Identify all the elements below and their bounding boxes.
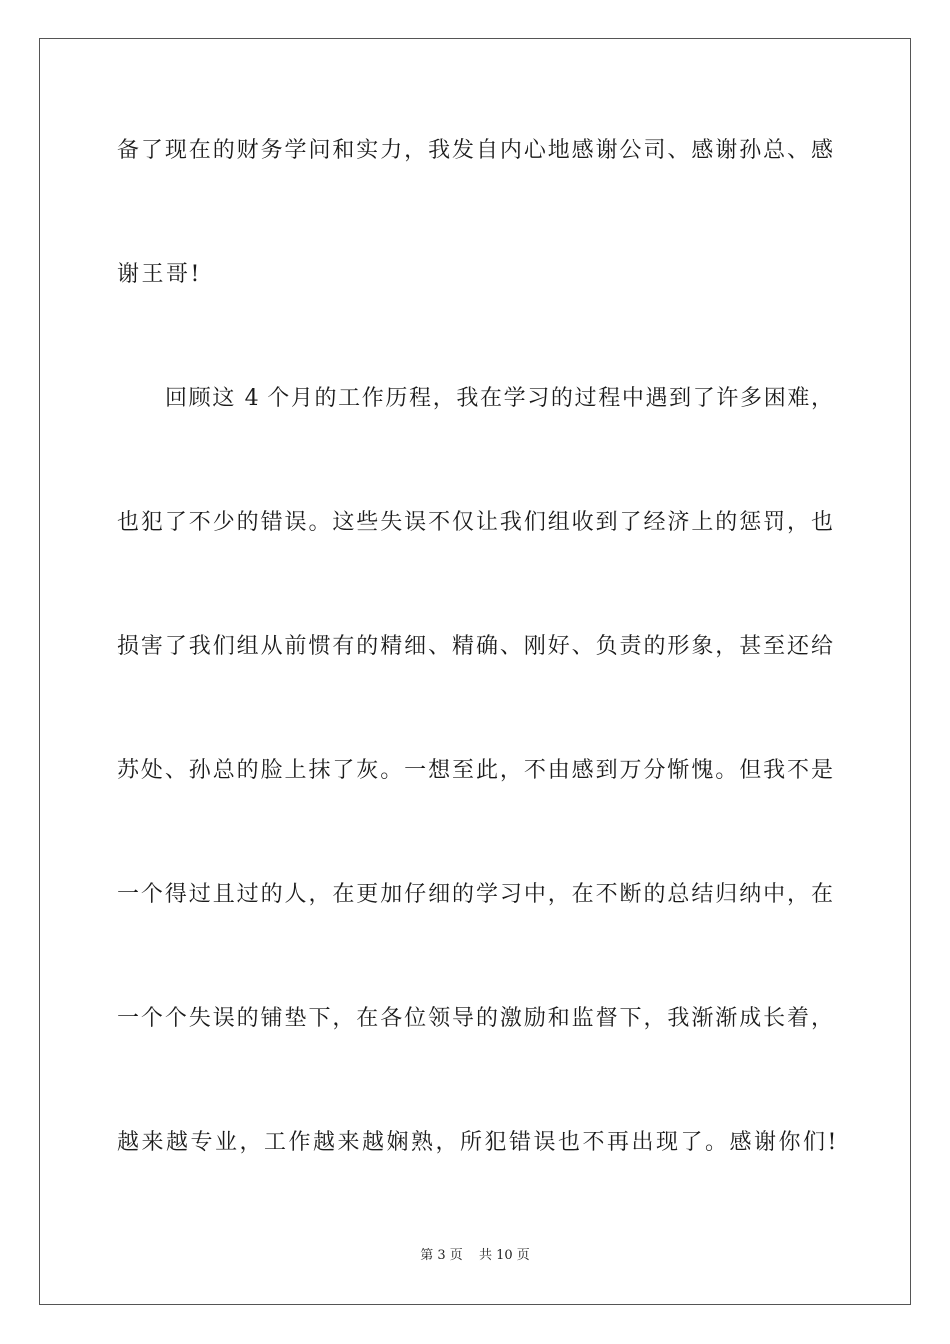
body-text-line: 损害了我们组从前惯有的精细、精确、刚好、负责的形象，甚至还给 [117,634,833,659]
page-number-total: 共 10 页 [478,1248,530,1263]
body-text-line: 谢王哥! [117,262,202,287]
body-text-line: 苏处、孙总的脸上抹了灰。一想至此，不由感到万分惭愧。但我不是 [117,758,833,783]
body-text-line: 一个个失误的铺垫下，在各位领导的激励和监督下，我渐渐成长着， [117,1006,833,1031]
body-text-line: 也犯了不少的错误。这些失误不仅让我们组收到了经济上的惩罚，也 [117,510,833,535]
page-border [39,38,911,1305]
body-text-line: 越来越专业，工作越来越娴熟，所犯错误也不再出现了。感谢你们! [117,1130,839,1155]
page-footer [0,1247,950,1265]
body-text-line: 备了现在的财务学问和实力，我发自内心地感谢公司、感谢孙总、感 [117,138,833,163]
page-number-current: 第 3 页 [420,1248,463,1263]
body-text-line: 回顾这 4 个月的工作历程，我在学习的过程中遇到了许多困难， [165,386,833,411]
body-text-line: 一个得过且过的人，在更加仔细的学习中，在不断的总结归纳中，在 [117,882,833,907]
